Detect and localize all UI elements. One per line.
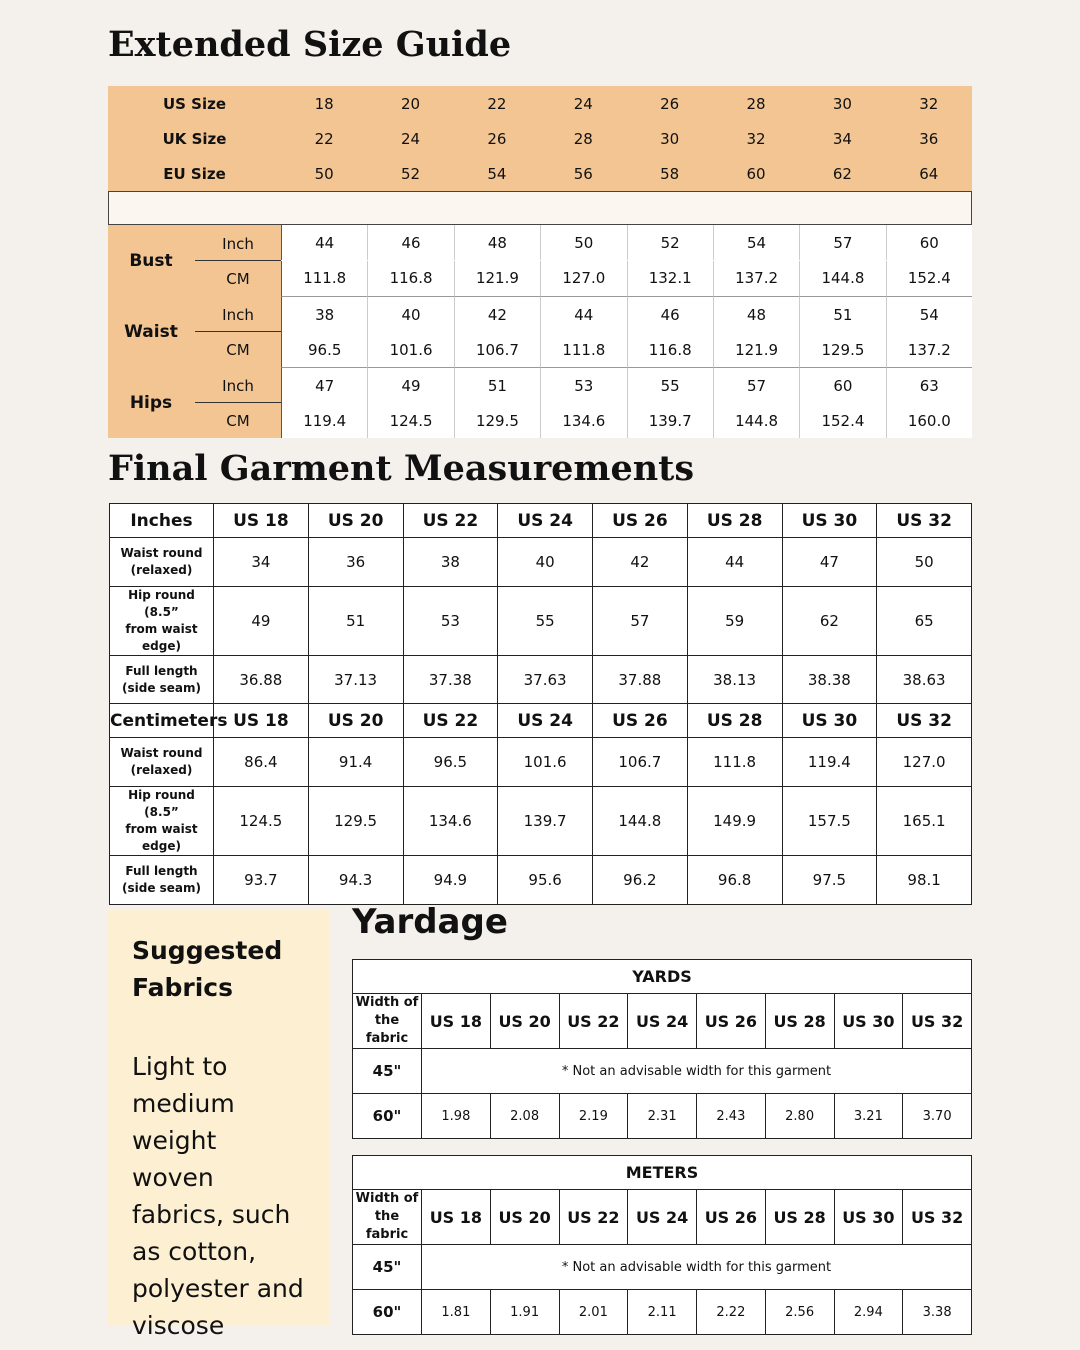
measurement-cell: 62 [782,587,877,656]
measurement-cell: 38.13 [687,656,782,705]
cm-value: 111.8 [540,332,626,367]
cm-value: 129.5 [454,403,540,438]
uk-size-value: 32 [746,129,766,148]
size-header: US 26 [593,504,688,538]
cm-value: 144.8 [713,403,799,438]
inch-value: 57 [799,225,885,260]
row-label [110,738,214,787]
row-label-line2: (side seam) [121,881,201,895]
measurement-cell: 44 [687,538,782,587]
size-header: US 22 [403,704,498,738]
fabric-width: 60" [353,1290,422,1335]
uk-size-label: UK Size [162,129,227,148]
measurement-cell: 37.38 [403,656,498,705]
yardage-meters-table [352,1155,972,1335]
size-header: US 20 [490,994,559,1049]
measurement-cell: 65 [877,587,972,656]
cm-value: 101.6 [367,332,453,367]
measurement-cell: 36 [308,538,403,587]
size-header: US 20 [308,704,403,738]
unit-header-row [353,960,972,994]
size-header: US 22 [403,504,498,538]
measurement-cell: 38 [403,538,498,587]
cm-value: 137.2 [886,332,972,367]
row-label-line1: Waist round [120,546,203,560]
row-label-line2: from waist edge) [125,622,198,653]
width-of-fabric-label [353,1190,422,1245]
fabric-width: 45" [353,1245,422,1290]
measurement-cell: 91.4 [308,738,403,787]
row-label [110,787,214,856]
cm-value: 144.8 [799,261,885,296]
row-label [110,656,214,705]
measurement-cell: 42 [593,538,688,587]
inch-value: 63 [886,367,972,403]
inch-value: 52 [627,225,713,260]
yardage-value: 3.38 [903,1290,972,1335]
cm-value: 116.8 [367,261,453,296]
table-row [110,538,972,587]
cm-value: 96.5 [281,332,367,367]
size-header: US 28 [687,704,782,738]
width-label-line2: the fabric [365,1209,409,1242]
measurement-cell: 144.8 [593,787,688,856]
garment-inches-table [109,503,972,705]
size-header: US 26 [697,1190,766,1245]
size-header: US 20 [490,1190,559,1245]
measurement-cell: 49 [214,587,309,656]
size-header: US 24 [498,504,593,538]
measurement-cell: 51 [308,587,403,656]
yardage-value: 2.94 [834,1290,903,1335]
row-label-line1: Full length [125,864,198,878]
eu-size-label: EU Size [163,164,226,183]
measurement-cell: 38.63 [877,656,972,705]
width-label-line1: Width of [355,995,419,1010]
measurement-cell: 129.5 [308,787,403,856]
size-header: US 18 [214,704,309,738]
inch-value: 60 [799,367,885,403]
cm-value: 137.2 [713,261,799,296]
measurement-cell: 93.7 [214,856,309,905]
measurement-cell: 119.4 [782,738,877,787]
inch-value: 42 [454,296,540,332]
yardage-value: 2.56 [765,1290,834,1335]
uk-size-value: 26 [487,129,507,148]
size-header: US 18 [214,504,309,538]
yardage-value: 1.91 [490,1290,559,1335]
size-header: US 30 [834,1190,903,1245]
cm-value: 139.7 [627,403,713,438]
measurement-cell: 95.6 [498,856,593,905]
table-row [110,856,972,905]
inch-value: 46 [627,296,713,332]
row-label-line1: Full length [125,664,198,678]
yardage-value: 2.43 [697,1094,766,1139]
unit-header-row [353,1156,972,1190]
yardage-value: 2.08 [490,1094,559,1139]
yardage-value: 3.70 [903,1094,972,1139]
size-header: US 32 [877,504,972,538]
cm-value: 160.0 [886,403,972,438]
row-label [110,538,214,587]
eu-size-value: 62 [832,164,852,183]
inch-value: 50 [540,225,626,260]
measurement-cell: 98.1 [877,856,972,905]
size-header: US 30 [834,994,903,1049]
yardage-value: 2.01 [559,1290,628,1335]
final-garment-title: Final Garment Measurements [108,448,695,489]
us-size-value: 30 [832,94,852,113]
inch-value: 57 [713,367,799,403]
fabrics-title-line1: Suggested [132,936,283,965]
cm-value: 134.6 [540,403,626,438]
table-row [353,1245,972,1290]
measurement-cell: 127.0 [877,738,972,787]
measurement-name: Waist [124,322,178,342]
measurement-cell: 97.5 [782,856,877,905]
measurement-cell: 47 [782,538,877,587]
measurement-group-label [108,296,281,367]
eu-size-value: 50 [314,164,334,183]
measurement-cell: 165.1 [877,787,972,856]
inch-value: 46 [367,225,453,260]
us-size-value: 20 [401,94,421,113]
size-header: US 28 [765,994,834,1049]
cm-value: 124.5 [367,403,453,438]
size-header: US 18 [422,994,491,1049]
inch-value: 48 [713,296,799,332]
inch-value: 51 [799,296,885,332]
divider-band [108,191,972,225]
unit-label-inch: Inch [222,305,254,324]
cm-value: 121.9 [713,332,799,367]
uk-size-value: 30 [660,129,680,148]
row-label-line2: (side seam) [121,681,201,695]
measurement-cell: 111.8 [687,738,782,787]
not-advisable-note: * Not an advisable width for this garment [422,1245,972,1290]
row-label-line1: Hip round (8.5” [128,588,195,619]
measurement-cell: 59 [687,587,782,656]
row-label-line1: Waist round [120,746,203,760]
inch-value: 53 [540,367,626,403]
uk-size-value: 22 [314,129,334,148]
size-header: US 28 [765,1190,834,1245]
measurement-cell: 96.5 [403,738,498,787]
cm-value: 106.7 [454,332,540,367]
measurement-group-label [108,367,281,438]
eu-size-value: 52 [401,164,421,183]
us-size-label: US Size [162,94,227,113]
measurement-cell: 94.3 [308,856,403,905]
not-advisable-note: * Not an advisable width for this garment [422,1049,972,1094]
measurement-cell: 101.6 [498,738,593,787]
measurement-cell: 139.7 [498,787,593,856]
us-size-value: 18 [314,94,334,113]
garment-cm-table [109,703,972,905]
unit-header: METERS [353,1156,972,1190]
us-size-value: 24 [573,94,593,113]
unit-header: YARDS [353,960,972,994]
table-row [110,787,972,856]
measurement-cell: 40 [498,538,593,587]
us-size-value: 26 [660,94,680,113]
size-header: US 32 [903,994,972,1049]
size-header: US 22 [559,1190,628,1245]
size-header-row [353,1190,972,1245]
table-row [110,738,972,787]
inch-value: 44 [281,225,367,260]
measurement-cell: 157.5 [782,787,877,856]
cm-value: 152.4 [799,403,885,438]
eu-size-value: 56 [573,164,593,183]
size-header: US 20 [308,504,403,538]
size-header: US 18 [422,1190,491,1245]
row-label-line2: (relaxed) [130,563,193,577]
inch-value: 47 [281,367,367,403]
inch-value: 40 [367,296,453,332]
measurement-group-label [108,225,281,296]
measurement-cell: 96.8 [687,856,782,905]
unit-label-cm: CM [226,340,250,359]
yardage-value: 3.21 [834,1094,903,1139]
eu-size-value: 58 [660,164,680,183]
size-header: US 30 [782,504,877,538]
cm-value: 111.8 [281,261,367,296]
cm-value: 132.1 [627,261,713,296]
inch-value: 54 [886,296,972,332]
unit-header: Inches [110,504,214,538]
size-header: US 28 [687,504,782,538]
measurement-cell: 36.88 [214,656,309,705]
measurement-cell: 34 [214,538,309,587]
yardage-value: 2.11 [628,1290,697,1335]
size-header: US 24 [498,704,593,738]
cm-value: 119.4 [281,403,367,438]
width-label-line1: Width of [355,1191,419,1206]
measurement-cell: 38.38 [782,656,877,705]
size-header: US 24 [628,994,697,1049]
uk-size-value: 24 [401,129,421,148]
size-header-row [353,994,972,1049]
us-size-value: 32 [919,94,939,113]
table-row [110,656,972,705]
measurement-cell: 50 [877,538,972,587]
measurement-cell: 94.9 [403,856,498,905]
uk-size-value: 28 [573,129,593,148]
measurement-cell: 57 [593,587,688,656]
inch-value: 60 [886,225,972,260]
measurement-name: Bust [129,251,173,271]
cm-value: 129.5 [799,332,885,367]
unit-label-inch: Inch [222,376,254,395]
measurement-cell: 37.88 [593,656,688,705]
measurement-cell: 96.2 [593,856,688,905]
yardage-value: 2.80 [765,1094,834,1139]
cm-value: 152.4 [886,261,972,296]
cm-value: 127.0 [540,261,626,296]
measurement-cell: 53 [403,587,498,656]
uk-size-value: 34 [832,129,852,148]
measurement-cell: 149.9 [687,787,782,856]
row-label-line1: Hip round (8.5” [128,788,195,819]
eu-size-value: 60 [746,164,766,183]
unit-label-cm: CM [226,411,250,430]
inch-value: 55 [627,367,713,403]
inch-value: 49 [367,367,453,403]
inch-value: 44 [540,296,626,332]
measurement-name: Hips [129,393,173,413]
yardage-value: 2.22 [697,1290,766,1335]
body-measurements [108,225,972,438]
us-size-value: 28 [746,94,766,113]
unit-label-inch: Inch [222,234,254,253]
measurement-cell: 86.4 [214,738,309,787]
eu-size-value: 64 [919,164,939,183]
row-label [110,856,214,905]
measurement-cell: 55 [498,587,593,656]
row-label-line2: from waist edge) [125,822,198,853]
table-row [353,1094,972,1139]
yardage-value: 1.98 [422,1094,491,1139]
measurement-cell: 106.7 [593,738,688,787]
unit-label-cm: CM [226,269,250,288]
size-header: US 30 [782,704,877,738]
eu-size-value: 54 [487,164,507,183]
table-header-row [110,504,972,538]
uk-size-value: 36 [919,129,939,148]
cm-value: 121.9 [454,261,540,296]
yardage-value: 1.81 [422,1290,491,1335]
size-header: US 32 [903,1190,972,1245]
unit-header: Centimeters [110,704,214,738]
inch-value: 51 [454,367,540,403]
size-header: US 24 [628,1190,697,1245]
fabrics-description: Light to medium weight woven fabrics, such as cotton, polyester and viscose [132,1052,304,1340]
size-header: US 22 [559,994,628,1049]
yardage-yards-table [352,959,972,1139]
cm-value: 116.8 [627,332,713,367]
measurement-cell: 37.63 [498,656,593,705]
fabric-width: 45" [353,1049,422,1094]
inch-value: 38 [281,296,367,332]
us-size-value: 22 [487,94,507,113]
width-of-fabric-label [353,994,422,1049]
extended-size-guide-title: Extended Size Guide [108,24,512,65]
inch-value: 48 [454,225,540,260]
fabric-width: 60" [353,1094,422,1139]
table-header-row [110,704,972,738]
suggested-fabrics-box [108,910,329,1340]
table-row [353,1049,972,1094]
measurement-cell: 124.5 [214,787,309,856]
table-row [110,587,972,656]
yardage-title: Yardage [352,902,508,942]
row-label-line2: (relaxed) [130,763,193,777]
size-header: US 26 [697,994,766,1049]
size-conversion-header [108,86,972,191]
table-row [353,1290,972,1335]
inch-value: 54 [713,225,799,260]
size-chart [108,86,972,438]
width-label-line2: the fabric [365,1013,409,1046]
measurement-cell: 37.13 [308,656,403,705]
size-header: US 26 [593,704,688,738]
yardage-value: 2.31 [628,1094,697,1139]
measurement-cell: 134.6 [403,787,498,856]
size-header: US 32 [877,704,972,738]
yardage-value: 2.19 [559,1094,628,1139]
fabrics-title-line2: Fabrics [132,973,233,1002]
row-label [110,587,214,656]
